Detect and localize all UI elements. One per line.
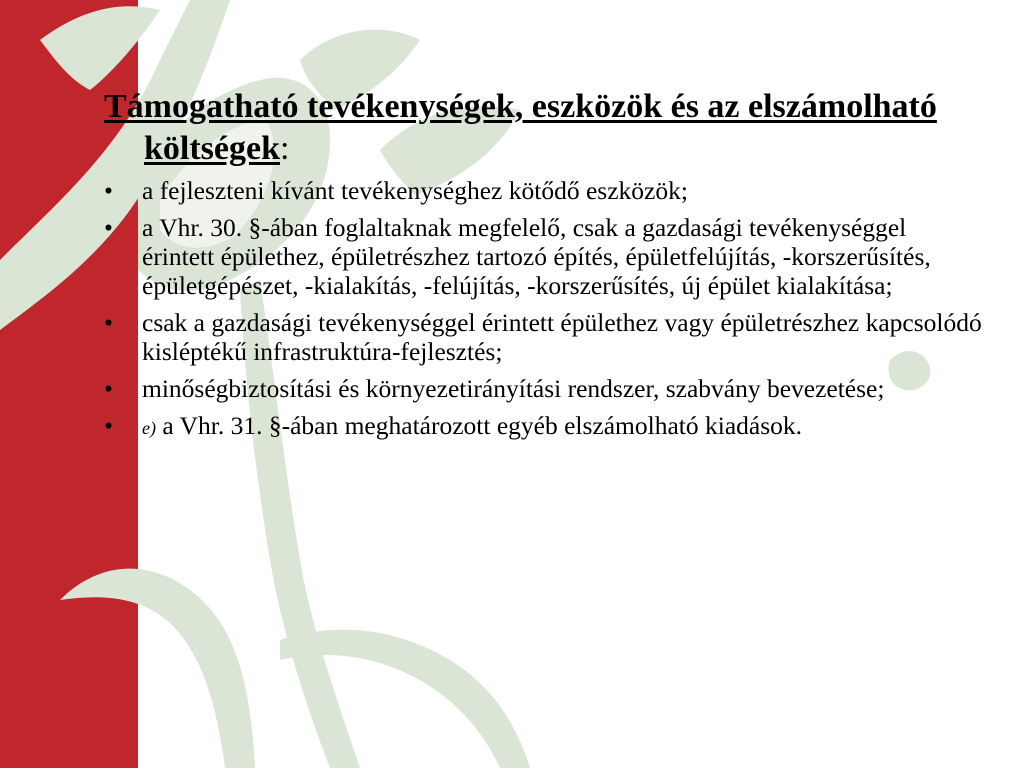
list-item-text: csak a gazdasági tevékenységgel érintett épülethez vagy épületrészhez kapcsolódó kisléptékű infrastruktúra-fejlesztés; [142,308,982,366]
bullet-icon: • [104,213,113,242]
list-item-text: minőségbiztosítási és környezetirányítási rendszer, szabvány bevezetése; [142,374,885,403]
slide-title-colon: : [280,130,290,167]
list-item [104,213,984,300]
slide-title [104,86,984,170]
list-item-text: a fejleszteni kívánt tevékenységhez kötődő eszközök; [142,176,688,205]
bullet-icon: • [104,176,113,205]
list-item-text: a Vhr. 31. §-ában meghatározott egyéb elszámolható kiadások. [155,411,803,440]
list-item-prefix: e) [142,418,156,438]
bullet-icon: • [104,374,113,403]
slide-title-text: Támogatható tevékenységek, eszközök és az elszámolható költségek [104,88,937,167]
bullet-icon: • [104,411,113,440]
list-item [104,176,984,205]
list-item [104,308,984,366]
list-item-text: a Vhr. 30. §-ában foglaltaknak megfelelő, csak a gazdasági tevékenységgel érintett épülethez, épületrészhez tartozó építés, épületfelújítás, -korszerűsítés, épületgépészet, -kialakítás, -felújítás, -korszerűsítés, új épület kialakítása; [142,213,931,300]
bullet-icon: • [104,308,113,337]
list-item [104,374,984,403]
list-item [104,411,984,443]
slide-content [104,86,984,451]
bullet-list [104,176,984,443]
